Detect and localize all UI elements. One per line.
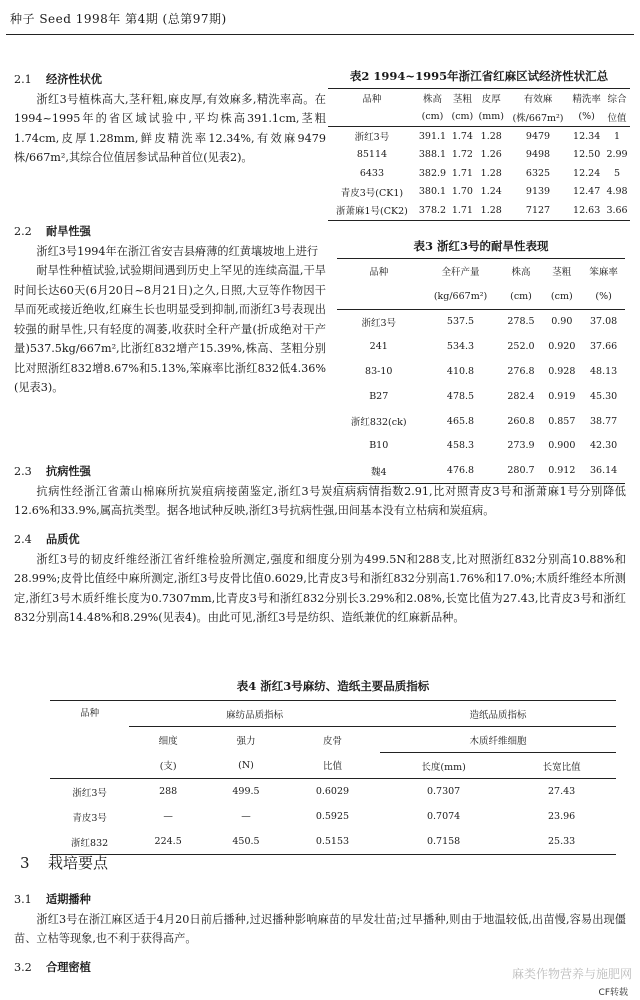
paragraph: 浙红3号1994年在浙江省安吉县瘠薄的红黄壤坡地上进行 [36, 244, 319, 258]
table-cell: 综合 [607, 94, 627, 106]
table-row [337, 334, 625, 359]
table-cell: 380.1 [418, 186, 447, 198]
table-row [50, 779, 616, 805]
table-cell: 1.28 [480, 130, 502, 142]
table-row [337, 309, 625, 334]
section-2-2 [14, 222, 326, 398]
table-cell: 273.9 [507, 440, 535, 452]
table-cell: 浙红3号 [361, 317, 396, 329]
table-caption: 表2 1994~1995年浙江省红麻区试经济性状汇总 [349, 69, 609, 83]
table-cell: 7127 [525, 204, 551, 216]
table-cell: 476.8 [446, 465, 475, 477]
watermark: 麻类作物营养与施肥网 [511, 967, 632, 981]
table-cell: B10 [369, 440, 389, 452]
data-table [50, 700, 616, 855]
table-cell: 造纸品质指标 [380, 701, 616, 727]
table-row [50, 804, 616, 829]
table-cell: 38.77 [590, 415, 618, 427]
table-cell: 有效麻 [523, 94, 553, 106]
table-cell: 534.3 [446, 341, 475, 353]
table-cell: 45.30 [590, 390, 618, 402]
table-cell: 278.5 [507, 316, 535, 328]
table-cell: 0.90 [551, 316, 573, 328]
table-row [337, 359, 625, 384]
section-title: 适期播种 [46, 892, 91, 906]
table-cell: 0.919 [548, 390, 576, 402]
table-cell: 0.5925 [315, 811, 350, 822]
table-cell: 12.50 [573, 149, 601, 161]
section-title: 耐旱性强 [46, 224, 91, 238]
table-cell: 1.74 [451, 130, 473, 142]
table-cell: 青皮3号(CK1) [340, 187, 404, 199]
running-header: 种子 Seed 1998年 第4期 (总第97期) [10, 12, 227, 26]
table-cell: 280.7 [507, 465, 535, 477]
table-cell: 茎粗 [552, 267, 572, 279]
table-row [328, 146, 630, 165]
table-row [50, 829, 616, 855]
table-cell: 0.7158 [426, 836, 461, 847]
table-cell: 37.66 [590, 341, 618, 353]
table-row [328, 127, 630, 146]
paragraph: 耐旱性种植试验,试验期间遇到历史上罕见的连续高温,干旱时间长达60天(6月20日~8月21日)之久,日照,大豆等作物因干旱而死或接近绝收,红麻生长也明显受到抑制,而浙红3号表现出较强的耐旱性,只有轻度的凋萎,收获时全秆产量(折成绝对干产量)537.5kg/667m²,比浙红832增产15.39%,株高、茎粗分别比对照浙红832增8.67%和5.13%,笨麻率比浙红832低4.36%(见表3)。 [14, 264, 326, 394]
table-cell: 茎粗 [452, 94, 472, 106]
paragraph: 浙红3号在浙江麻区适于4月20日前后播种,过迟播种影响麻苗的早发壮苗;过早播种,则由于地温较低,出苗慢,容易出现僵苗、立枯等现象,也不利于获得高产。 [14, 912, 626, 945]
section-3-heading [20, 852, 108, 873]
table-cell: 6433 [359, 167, 385, 179]
table-cell: (cm) [421, 111, 444, 123]
table-cell: 浙红832(ck) [350, 417, 407, 429]
table-cell: 2.99 [606, 149, 628, 161]
table-cell: 0.5153 [315, 836, 350, 847]
table-cell: 282.4 [507, 390, 535, 402]
table-cell: 比值 [322, 761, 342, 773]
table-cell: 4.98 [606, 186, 628, 198]
table-cell: 252.0 [507, 341, 535, 353]
table-cell: 强力 [236, 735, 256, 747]
table-cell: 0.912 [548, 465, 576, 477]
table-cell: 0.7307 [426, 786, 461, 797]
table-2 [328, 68, 630, 221]
paragraph: 浙红3号的韧皮纤维经浙江省纤维检验所测定,强度和细度分别为499.5N和288支,比对照浙红832分别高10.88%和28.99%;皮骨比值经中麻所测定,浙红3号皮骨比值0.6029,比青皮3号和浙红832分别高1.76%和17.0%;木质纤维经本所测定,浙红3号木质纤维长度为0.7307mm,比青皮3号和浙红832分别长3.29%和2.08%,长宽比值为27.43,比青皮3号和浙红832分别高14.48%和8.29%(见表4)。由此可见,浙红3号是纺织、造纸兼优的红麻新品种。 [14, 552, 626, 624]
section-title: 经济性状优 [46, 72, 102, 86]
table-cell: (N) [238, 759, 254, 771]
table-cell: 9479 [525, 130, 551, 142]
table-cell: 288 [159, 786, 178, 797]
table-cell: 6325 [525, 167, 551, 179]
table-row [328, 164, 630, 183]
table-cell: (cm) [510, 290, 532, 302]
table-cell: 0.7074 [426, 811, 461, 822]
table-cell: — [163, 811, 173, 822]
table-cell: 位值 [607, 112, 627, 124]
table-cell: 5 [614, 167, 621, 179]
table-cell: 木质纤维细胞 [380, 727, 616, 753]
table-cell: (株/667m²) [512, 112, 564, 124]
table-cell: 25.33 [547, 836, 576, 847]
section-number: 3.2 [14, 961, 32, 974]
table-cell: 1.24 [480, 186, 502, 198]
section-2-1 [14, 70, 326, 168]
section-title: 品质优 [46, 532, 80, 546]
table-cell: (cm) [451, 111, 474, 123]
table-cell: 260.8 [507, 415, 535, 427]
paragraph: 浙红3号植株高大,茎秆粗,麻皮厚,有效麻多,精洗率高。在1994~1995年的省区域试验中,平均株高391.1cm,茎粗1.74cm,皮厚1.28mm,鲜皮精洗率12.34%,有效麻9479株/667m²,其综合位值居参试品种首位(见表2)。 [14, 92, 326, 164]
section-number: 3 [20, 854, 30, 872]
section-heading [14, 222, 326, 242]
table-cell: 391.1 [418, 130, 447, 142]
table-cell: (支) [159, 761, 177, 773]
table-cell: 85114 [356, 149, 388, 161]
table-cell: 皮厚 [481, 94, 501, 106]
table-row [337, 434, 625, 459]
section-number: 2.4 [14, 533, 32, 546]
table-cell: 魏4 [370, 466, 387, 478]
table-cell: 241 [369, 341, 388, 353]
section-title: 抗病性强 [46, 464, 91, 478]
table-cell: 3.66 [606, 204, 628, 216]
data-table [328, 88, 630, 221]
table-cell: 长度(mm) [421, 761, 466, 773]
table-cell: 浙红832 [71, 837, 109, 849]
table-cell: 浙萧麻1号(CK2) [335, 206, 408, 218]
section-number: 2.2 [14, 225, 32, 238]
table-cell: 27.43 [547, 786, 576, 797]
section-heading [14, 70, 326, 90]
table-cell: 9498 [525, 149, 551, 161]
table-cell: 笨麻率 [589, 267, 618, 279]
table-caption: 表4 浙红3号麻纺、造纸主要品质指标 [236, 679, 430, 693]
table-cell: 1.28 [480, 204, 502, 216]
section-3-1 [14, 890, 626, 949]
table-cell: 0.6029 [315, 786, 350, 797]
table-cell: 品种 [362, 94, 382, 106]
table-cell: 精洗率 [572, 94, 601, 106]
header-rule [6, 34, 634, 35]
table-row [337, 409, 625, 434]
table-cell: 浙红3号 [72, 787, 107, 799]
table-cell: 9139 [525, 186, 551, 198]
table-cell: 378.2 [418, 204, 447, 216]
table-cell: 48.13 [590, 366, 618, 378]
table-cell: (%) [578, 111, 595, 123]
table-cell: 1.28 [480, 167, 502, 179]
table-cell: 465.8 [446, 415, 475, 427]
section-heading [14, 462, 626, 482]
table-cell: 42.30 [590, 440, 618, 452]
table-cell: 537.5 [446, 316, 475, 328]
table-cell [328, 108, 416, 127]
section-2-4 [14, 530, 626, 628]
section-heading [14, 530, 626, 550]
table-cell: 株高 [511, 267, 531, 279]
table-cell: 1.71 [451, 204, 473, 216]
table-cell: 品种 [80, 708, 100, 719]
table-cell: 382.9 [418, 167, 447, 179]
table-row [328, 201, 630, 220]
table-cell: 浙红3号 [354, 132, 390, 144]
table-cell: — [241, 811, 251, 822]
table-cell: 0.920 [548, 341, 576, 353]
table-cell: 0.857 [548, 415, 576, 427]
table-cell: 37.08 [590, 316, 618, 328]
table-row [328, 183, 630, 202]
table-cell: (%) [595, 290, 612, 302]
table-cell: 品种 [369, 267, 389, 279]
footer-mark: CF转载 [598, 988, 628, 998]
table-cell: 12.24 [573, 167, 601, 179]
table-cell: 224.5 [154, 836, 182, 847]
section-heading [14, 890, 626, 910]
section-title: 合理密植 [46, 960, 91, 974]
table-cell: 1.72 [451, 149, 473, 161]
table-cell: 23.96 [547, 811, 576, 822]
table-cell: 388.1 [418, 149, 447, 161]
table-cell: 1.71 [451, 167, 473, 179]
table-4 [50, 678, 616, 855]
table-cell [337, 284, 420, 309]
table-cell: 450.5 [232, 836, 260, 847]
table-cell: 全秆产量 [441, 267, 480, 279]
table-cell: 410.8 [446, 366, 475, 378]
section-number: 2.3 [14, 465, 32, 478]
table-cell: 长宽比值 [542, 761, 581, 773]
table-cell: (mm) [478, 111, 504, 123]
table-cell: 细度 [158, 735, 178, 747]
table-cell: 12.47 [573, 186, 601, 198]
table-cell: 1 [614, 130, 621, 142]
table-cell: 478.5 [446, 390, 475, 402]
table-cell: 458.3 [446, 440, 475, 452]
table-cell: 499.5 [232, 786, 260, 797]
data-table [337, 258, 625, 484]
table-cell: 1.26 [480, 149, 502, 161]
paragraph: 抗病性经浙江省萧山棉麻所抗炭疽病接菌鉴定,浙红3号炭疽病病情指数2.91,比对照青皮3号和浙萧麻1号分别降低12.6%和33.9%,属高抗类型。据各地试种反映,浙红3号抗病性强,田间基本没有立枯病和炭疽病。 [14, 484, 626, 517]
section-title: 栽培要点 [48, 854, 109, 872]
table-cell: 株高 [422, 94, 442, 106]
section-2-3 [14, 462, 626, 521]
table-cell: 0.928 [548, 366, 576, 378]
table-cell: 皮骨 [322, 735, 342, 747]
table-cell: 276.8 [507, 366, 535, 378]
table-cell: 青皮3号 [72, 812, 107, 824]
table-cell: 36.14 [590, 465, 618, 477]
table-caption: 表3 浙红3号的耐旱性表现 [413, 239, 549, 253]
table-cell: (kg/667m²) [433, 290, 488, 302]
table-cell: 0.900 [548, 440, 576, 452]
section-number: 3.1 [14, 893, 32, 906]
table-3 [337, 238, 625, 484]
section-number: 2.1 [14, 73, 32, 86]
table-cell: (cm) [550, 290, 573, 302]
table-row [337, 384, 625, 409]
table-cell: 12.34 [573, 130, 601, 142]
table-cell: 83-10 [365, 366, 393, 378]
table-cell: 1.70 [451, 186, 473, 198]
table-cell: 麻纺品质指标 [129, 701, 380, 727]
table-cell: 12.63 [573, 204, 601, 216]
table-cell: B27 [369, 390, 389, 402]
